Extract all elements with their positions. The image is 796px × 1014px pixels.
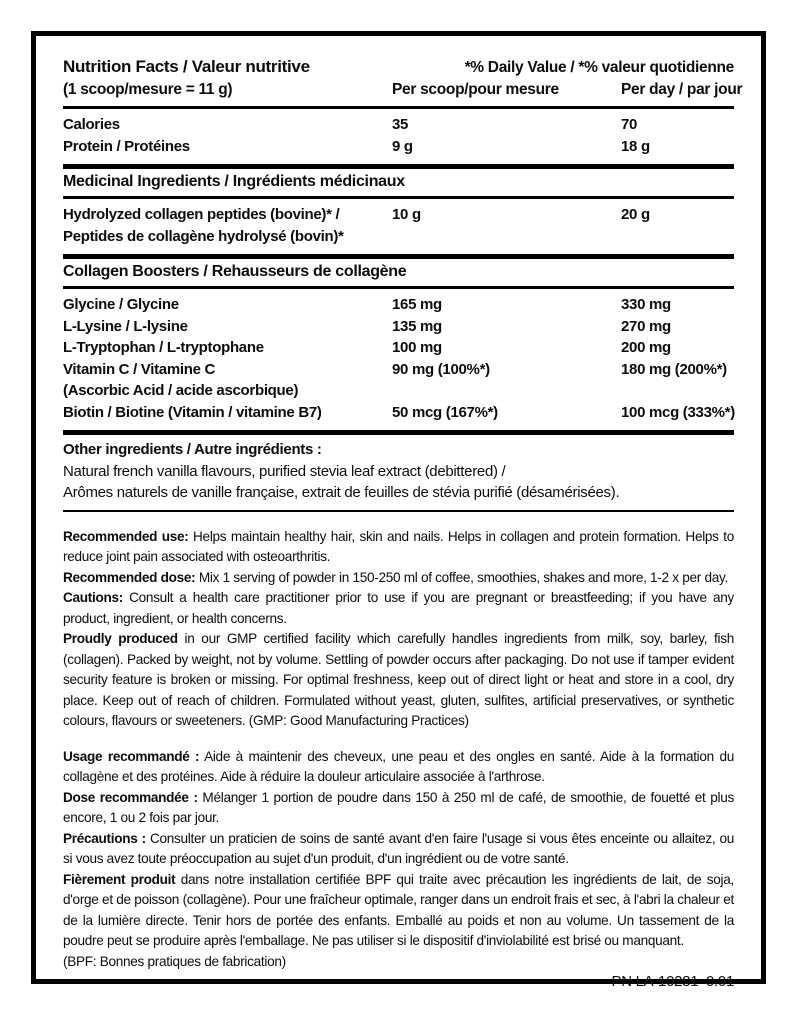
paragraph-text: in our GMP certified facility which carefully handles ingredients from milk, soy, barley, fish (collagen). Packed by weight, not by volume. Settling of powder occurs after packaging. Do not use if tamper evident security feature is broken or missing. For optimal freshness, keep out of direct light or heat and store in a cool, dry place. Keep out of reach of children. Formulated without yeast, gluten, sulfites, artificial preservatives, or synthetic colours, flavours or sweeteners. (GMP: Good Manufacturing Practices) [63,631,734,728]
paragraph-precautions [63,829,734,870]
paragraph-text: Consult a health care practitioner prior to use if you are pregnant or breastfeeding; if you have any product, ingredient, or health concerns. [63,590,734,626]
paragraph-lead: Cautions: [63,590,123,605]
per-day-value: 270 mg [621,317,671,335]
per-scoop-value: 10 g [392,206,421,223]
table-row [63,316,734,338]
ingredient-name: L-Lysine / L-lysine [63,317,188,335]
nutrient-name: Calories [63,116,120,133]
paragraph-recommended-dose [63,568,734,589]
nutrient-name: Protein / Protéines [63,137,190,155]
per-day-value: 330 mg [621,296,671,313]
per-scoop-value: 9 g [392,137,413,155]
panel-title: Nutrition Facts / Valeur nutritive [63,57,310,76]
per-scoop-value: 135 mg [392,317,442,335]
per-scoop-value: 35 [392,116,409,133]
paragraph-fierement-produit [63,870,734,952]
panel-header-line1 [63,56,734,79]
column-header-per-scoop: Per scoop/pour mesure [392,81,559,98]
medicinal-table [63,199,734,254]
per-scoop-value: 90 mg (100%*) [392,360,490,378]
paragraph-usage-recommande [63,747,734,788]
paragraph-lead: Proudly produced [63,631,178,646]
other-ingredients-english: Natural french vanilla flavours, purified stevia leaf extract (debittered) / [63,462,506,480]
paragraph-recommended-use [63,527,734,568]
per-scoop-value: 100 mg [392,339,442,356]
english-directions [63,527,734,732]
divider [63,510,734,512]
facts-table [63,109,734,164]
paragraph-proudly-produced [63,629,734,732]
french-directions [63,747,734,973]
paragraph-lead: Recommended use: [63,528,189,544]
per-day-value: 70 [621,116,638,133]
paragraph-lead: Recommended dose: [63,569,196,585]
ingredient-name: Glycine / Glycine [63,296,179,313]
paragraph-lead: Précautions : [63,830,146,846]
daily-value-note: *% Daily Value / *% valeur quotidienne [464,59,734,76]
per-day-value: 180 mg (200%*) [621,360,727,378]
paragraph-text: Consulter un praticien de soins de santé avant d'en faire l'usage si vous êtes enceinte ou allaitez, ou si vous avez toute préoccupation au sujet d'un produit, d'un ingrédient ou de votre santé. [63,830,734,866]
panel-header-line2 [63,79,743,106]
section-header-medicinal: Medicinal Ingredients / Ingrédients médicinaux [63,173,405,190]
table-row [63,136,734,158]
part-number: PN LA-10281 0.01 [611,973,734,990]
table-row [63,337,734,359]
paragraph-lead: Usage recommandé : [63,748,200,764]
paragraph-text: Helps maintain healthy hair, skin and nails. Helps in collagen and protein formation. Helps to reduce joint pain associated with osteoarthritis. [63,528,734,564]
nutrition-facts-panel [31,31,766,990]
paragraph-cautions [63,588,734,629]
boosters-table [63,289,734,430]
per-day-value: 100 mcg (333%*) [621,403,735,421]
per-scoop-value: 50 mcg (167%*) [392,403,498,421]
table-row [63,359,734,402]
paragraph-lead: Fièrement produit [63,871,176,887]
ingredient-name: L-Tryptophan / L-tryptophane [63,339,264,356]
table-row [63,204,734,247]
paragraph-text: (BPF: Bonnes pratiques de fabrication) [63,953,286,969]
table-row [63,294,734,316]
paragraph-text: Aide à maintenir des cheveux, une peau et des ongles en santé. Aide à la formation du collagène et des protéines. Aide à réduire la douleur articulaire associée à l'arthrose. [63,748,734,784]
per-day-value: 20 g [621,206,650,223]
other-ingredients-french: Arômes naturels de vanille française, extrait de feuilles de stévia purifié (désamérisées). [63,484,620,501]
table-row [63,402,734,424]
serving-size: (1 scoop/mesure = 11 g) [63,81,233,98]
ingredient-name: Biotin / Biotine (Vitamin / vitamine B7) [63,403,322,421]
paragraph-dose-recommandee [63,788,734,829]
table-row [63,114,734,136]
per-scoop-value: 165 mg [392,296,442,313]
other-ingredients [63,435,734,510]
ingredient-name: Hydrolyzed collagen peptides (bovine)* / Peptides de collagène hydrolysé (bovin)* [63,206,344,245]
column-header-per-day: Per day / par jour [621,81,743,98]
per-day-value: 18 g [621,137,650,155]
paragraph-text: Mix 1 serving of powder in 150-250 ml of coffee, smoothies, shakes and more, 1-2 x per day. [195,569,728,585]
per-day-value: 200 mg [621,339,671,356]
paragraph-bpf-note [63,952,734,973]
paragraph-text: dans notre installation certifiée BPF qui traite avec précaution les ingrédients de lait, de soja, d'orge et de poisson (collagène). Pour une fraîcheur optimale, ranger dans un endroit frais et sec, à l'abri la chaleur et de la lumière directe. Tenir hors de portée des enfants. Emballé au poids et non au volume. Un tassement de la poudre peut se produire après l'emballage. Ne pas utiliser si le dispositif d'inviolabilité est brisé ou manquant. [63,871,734,948]
paragraph-lead: Dose recommandée : [63,789,198,805]
other-ingredients-heading: Other ingredients / Autre ingrédients : [63,441,322,458]
paragraph-text: Mélanger 1 portion de poudre dans 150 à 250 ml de café, de smoothie, de fouetté et plus encore, 1 ou 2 fois par jour. [63,789,734,825]
section-header-boosters: Collagen Boosters / Rehausseurs de collagène [63,263,407,280]
ingredient-name: Vitamin C / Vitamine C (Ascorbic Acid / acide ascorbique) [63,360,299,399]
